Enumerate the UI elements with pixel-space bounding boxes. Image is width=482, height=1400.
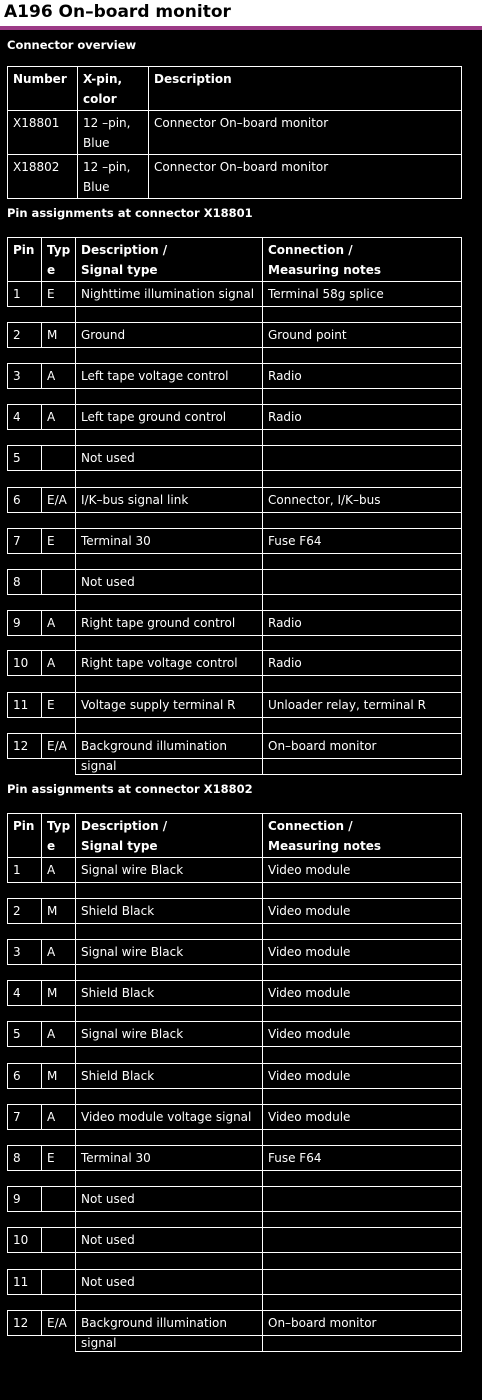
pin-row-cell: Video module xyxy=(262,898,462,924)
pin-row-cell: Unloader relay, terminal R xyxy=(262,692,462,718)
pin-row-spacer xyxy=(262,1129,462,1146)
pin-row-spacer xyxy=(75,1005,263,1022)
pin-row-cell xyxy=(262,1269,462,1295)
pin-row-spacer xyxy=(75,1211,263,1228)
overview-cell: X18802 xyxy=(7,154,78,199)
pin-row-cell: Video module xyxy=(262,1063,462,1089)
pin-row-spacer xyxy=(262,1170,462,1187)
pin-row-spacer xyxy=(75,1335,263,1352)
pin-table-header-cell: Connection / Measuring notes xyxy=(262,237,462,282)
pin-row-spacer xyxy=(262,429,462,446)
pin-row-cell: Right tape voltage control xyxy=(75,650,263,676)
pin-row-spacer xyxy=(262,882,462,899)
pin-row-spacer xyxy=(75,1129,263,1146)
pin-row-spacer xyxy=(262,1335,462,1352)
pin-row-cell: Signal wire Black xyxy=(75,1021,263,1047)
pin-row-cell: 8 xyxy=(7,569,42,595)
pin-row-cell: 11 xyxy=(7,692,42,718)
pin-row-cell: 3 xyxy=(7,939,42,965)
pin-row-cell: Fuse F64 xyxy=(262,1145,462,1171)
pin-row-cell xyxy=(262,445,462,471)
pin-row-cell: 3 xyxy=(7,363,42,389)
pin-row-spacer xyxy=(75,717,263,734)
pin-row-cell: Terminal 58g splice xyxy=(262,281,462,307)
pin-row-cell: 10 xyxy=(7,650,42,676)
connector-overview-heading: Connector overview xyxy=(7,38,137,52)
pin-row-cell: Video module xyxy=(262,1021,462,1047)
pin-row-cell: A xyxy=(41,939,76,965)
pin-row-cell: 10 xyxy=(7,1227,42,1253)
pin-row-spacer xyxy=(262,758,462,775)
pin-row-cell: 2 xyxy=(7,322,42,348)
pin-row-cell: M xyxy=(41,322,76,348)
pin-row-cell: Radio xyxy=(262,650,462,676)
pin-row-spacer xyxy=(262,347,462,364)
pin-row-spacer xyxy=(75,758,263,775)
pin-row-cell: A xyxy=(41,857,76,883)
pin-row-spacer xyxy=(75,429,263,446)
pin-row-spacer xyxy=(75,923,263,940)
pin-row-cell: E xyxy=(41,692,76,718)
pin-row-cell: Video module voltage signal xyxy=(75,1104,263,1130)
pin-row-cell: 9 xyxy=(7,1186,42,1212)
pin-row-cell: A xyxy=(41,363,76,389)
pin-row-cell: Signal wire Black xyxy=(75,939,263,965)
pin-row-cell: Video module xyxy=(262,939,462,965)
pin-row-spacer xyxy=(75,512,263,529)
pin-row-spacer xyxy=(75,1170,263,1187)
pin-row-cell: E/A xyxy=(41,1310,76,1336)
pin-row-cell: 6 xyxy=(7,1063,42,1089)
pin-row-cell: Right tape ground control xyxy=(75,610,263,636)
pin-row-cell: Voltage supply terminal R xyxy=(75,692,263,718)
pin-row-cell: Not used xyxy=(75,1227,263,1253)
pin-row-spacer xyxy=(75,882,263,899)
pin-row-cell xyxy=(41,1186,76,1212)
pin-row-cell: A xyxy=(41,650,76,676)
pin-row-cell: Ground point xyxy=(262,322,462,348)
pin-row-spacer xyxy=(262,1005,462,1022)
pin-table-header-cell: Connection / Measuring notes xyxy=(262,813,462,858)
pin-row-cell: A xyxy=(41,404,76,430)
overview-cell: Connector On–board monitor xyxy=(148,154,462,199)
pin-row-spacer xyxy=(262,1088,462,1105)
pin-row-cell: 5 xyxy=(7,1021,42,1047)
pin-row-cell: Terminal 30 xyxy=(75,1145,263,1171)
pin-row-cell: E xyxy=(41,528,76,554)
pin-row-cell: Connector, I/K–bus xyxy=(262,487,462,513)
pin-row-cell: Shield Black xyxy=(75,1063,263,1089)
pin-row-cell: Nighttime illumination signal xyxy=(75,281,263,307)
pin-row-spacer xyxy=(262,1046,462,1064)
pin-row-cell: E/A xyxy=(41,487,76,513)
pin-row-spacer xyxy=(262,717,462,734)
pin-table-header-cell: Pin xyxy=(7,813,42,858)
pin-row-spacer xyxy=(262,594,462,611)
pin-row-cell: 12 xyxy=(7,1310,42,1336)
pin-row-cell: 4 xyxy=(7,980,42,1006)
pin-row-cell: E/A xyxy=(41,733,76,759)
pin-row-spacer xyxy=(262,470,462,488)
pin-row-cell: 7 xyxy=(7,528,42,554)
pin-row-spacer xyxy=(262,512,462,529)
pin-row-cell: 12 xyxy=(7,733,42,759)
pin-row-spacer xyxy=(75,347,263,364)
pin-row-cell: Radio xyxy=(262,610,462,636)
pin-table-header-cell: Description / Signal type xyxy=(75,237,263,282)
pin-row-cell: Shield Black xyxy=(75,898,263,924)
pin-row-spacer xyxy=(262,306,462,323)
pin-row-cell: 11 xyxy=(7,1269,42,1295)
pin-row-spacer xyxy=(75,964,263,981)
overview-cell: X18801 xyxy=(7,110,78,155)
pin-row-spacer xyxy=(75,675,263,693)
pin-row-spacer xyxy=(262,923,462,940)
pin-row-cell: Video module xyxy=(262,857,462,883)
pin-row-cell: Terminal 30 xyxy=(75,528,263,554)
pin-row-spacer xyxy=(262,553,462,570)
pin-row-cell: 9 xyxy=(7,610,42,636)
pin-row-cell xyxy=(262,1227,462,1253)
pin-row-spacer xyxy=(75,553,263,570)
pin-row-cell: 2 xyxy=(7,898,42,924)
pin-row-cell: 4 xyxy=(7,404,42,430)
pin-row-cell: Not used xyxy=(75,1269,263,1295)
pin-row-cell: 8 xyxy=(7,1145,42,1171)
pin-row-cell: Radio xyxy=(262,363,462,389)
overview-cell: Connector On–board monitor xyxy=(148,110,462,155)
title-bar xyxy=(0,0,482,30)
pin-row-cell: M xyxy=(41,898,76,924)
pin-row-cell: Radio xyxy=(262,404,462,430)
pin-row-cell: Not used xyxy=(75,445,263,471)
pin-row-cell: Left tape voltage control xyxy=(75,363,263,389)
pin-row-spacer xyxy=(75,1252,263,1270)
pin-row-cell: Not used xyxy=(75,569,263,595)
pin-row-cell xyxy=(41,1227,76,1253)
pin-row-spacer xyxy=(262,635,462,651)
page-title: A196 On–board monitor xyxy=(4,2,231,22)
overview-header-cell: Description xyxy=(148,66,462,111)
pin-row-cell xyxy=(262,569,462,595)
pin-row-cell: A xyxy=(41,1021,76,1047)
pin-row-spacer xyxy=(75,635,263,651)
pin-row-spacer xyxy=(262,675,462,693)
overview-cell: 12 –pin, Blue xyxy=(77,110,149,155)
x18802-heading: Pin assignments at connector X18802 xyxy=(7,782,253,796)
pin-row-spacer xyxy=(75,388,263,405)
pin-row-cell: E xyxy=(41,1145,76,1171)
pin-row-cell: Video module xyxy=(262,1104,462,1130)
pin-table-header-cell: Pin xyxy=(7,237,42,282)
pin-row-cell: M xyxy=(41,980,76,1006)
pin-row-spacer xyxy=(75,594,263,611)
pin-row-cell: A xyxy=(41,1104,76,1130)
pin-row-cell: Video module xyxy=(262,980,462,1006)
pin-row-cell: Ground xyxy=(75,322,263,348)
pin-row-cell: Not used xyxy=(75,1186,263,1212)
pin-row-cell: E xyxy=(41,281,76,307)
pin-row-cell: 1 xyxy=(7,281,42,307)
pin-row-spacer xyxy=(75,306,263,323)
pin-row-cell: 1 xyxy=(7,857,42,883)
overview-header-cell: Number xyxy=(7,66,78,111)
x18801-heading: Pin assignments at connector X18801 xyxy=(7,206,253,220)
pin-row-cell: Shield Black xyxy=(75,980,263,1006)
pin-row-spacer xyxy=(75,1088,263,1105)
pin-table-header-cell: Typ e xyxy=(41,237,76,282)
pin-row-spacer xyxy=(75,470,263,488)
overview-cell: 12 –pin, Blue xyxy=(77,154,149,199)
pin-row-spacer xyxy=(262,1252,462,1270)
pin-row-spacer xyxy=(262,1294,462,1311)
pin-table-header-cell: Description / Signal type xyxy=(75,813,263,858)
pin-row-cell: I/K–bus signal link xyxy=(75,487,263,513)
pin-row-cell: Left tape ground control xyxy=(75,404,263,430)
pin-row-cell: 6 xyxy=(7,487,42,513)
pin-row-cell: M xyxy=(41,1063,76,1089)
pin-row-spacer xyxy=(262,388,462,405)
pin-row-spacer xyxy=(75,1046,263,1064)
pin-row-spacer xyxy=(75,1294,263,1311)
pin-row-cell: A xyxy=(41,610,76,636)
pin-row-cell xyxy=(41,569,76,595)
pin-row-cell: On–board monitor xyxy=(262,733,462,759)
pin-row-spacer xyxy=(262,964,462,981)
pin-row-cell: On–board monitor xyxy=(262,1310,462,1336)
pin-row-cell: Fuse F64 xyxy=(262,528,462,554)
pin-row-cell: Background illumination signal xyxy=(75,1310,263,1336)
pin-row-spacer xyxy=(262,1211,462,1228)
pin-table-header-cell: Typ e xyxy=(41,813,76,858)
pin-row-cell: 5 xyxy=(7,445,42,471)
pin-row-cell: Signal wire Black xyxy=(75,857,263,883)
pin-row-cell xyxy=(262,1186,462,1212)
pin-row-cell xyxy=(41,1269,76,1295)
pin-row-cell: Background illumination signal xyxy=(75,733,263,759)
pin-row-cell xyxy=(41,445,76,471)
overview-header-cell: X-pin, color xyxy=(77,66,149,111)
pin-row-cell: 7 xyxy=(7,1104,42,1130)
